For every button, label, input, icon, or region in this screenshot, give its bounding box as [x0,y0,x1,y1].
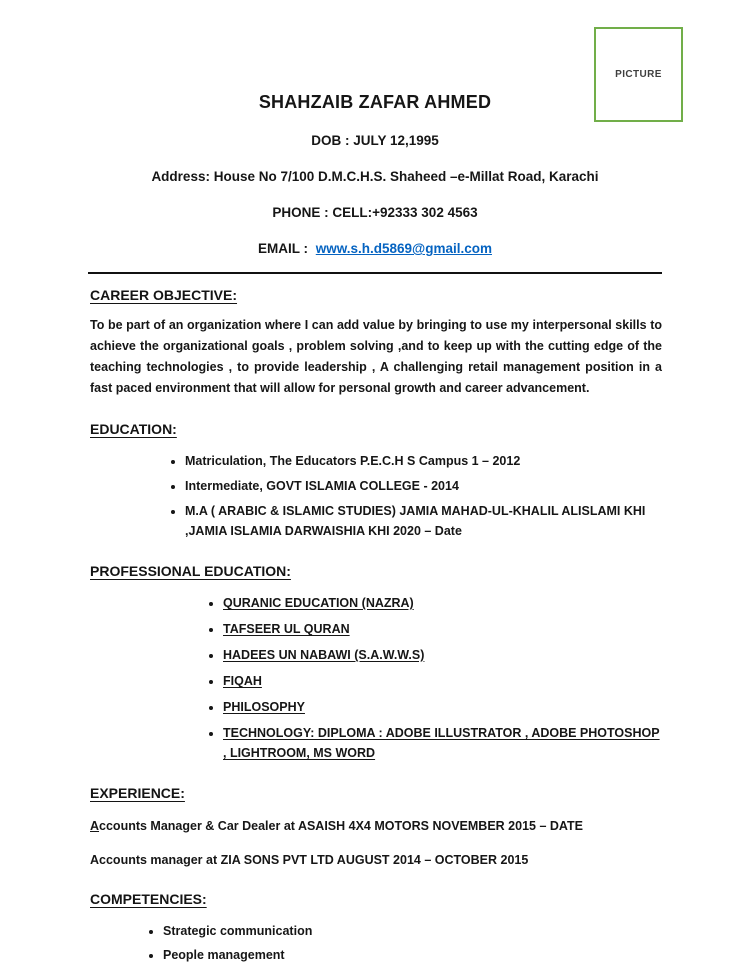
dob-line: DOB : JULY 12,1995 [311,133,439,148]
career-objective-heading: CAREER OBJECTIVE: [90,287,238,303]
section-education [90,421,662,541]
picture-label: PICTURE [615,69,662,80]
email-link[interactable]: www.s.h.d5869@gmail.com [315,241,492,256]
section-professional-education [90,563,662,763]
competencies-list [90,921,662,965]
professional-education-list [90,593,662,763]
section-experience [90,785,662,869]
professional-education-item: • PHILOSOPHY [223,697,662,717]
professional-education-item: • HADEES UN NABAWI (S.A.W.W.S) [223,645,662,665]
section-career-objective [90,287,662,399]
professional-education-item: • TECHNOLOGY: DIPLOMA : ADOBE ILLUSTRATOR , ADOBE PHOTOSHOP , LIGHTROOM, MS WORD [223,723,662,763]
competency-item: • People management [163,945,662,965]
education-item: • Matriculation, The Educators P.E.C.H S Campus 1 – 2012 [185,451,662,471]
address-line: Address: House No 7/100 D.M.C.H.S. Shaheed –e-Millat Road, Karachi [151,169,599,184]
career-objective-text: To be part of an organization where I can add value by bringing to use my interpersonal skills to achieve the organizational goals , problem solving ,and to keep up with the cutting edge of the teaching technologies , to provide leadership , A challenging retail management position in a fast paced environment that will allow for personal growth and career advancement. [90,318,662,395]
experience-heading: EXPERIENCE: [90,785,185,801]
education-heading: EDUCATION: [90,421,177,437]
education-list [90,451,662,541]
professional-education-heading: PROFESSIONAL EDUCATION: [90,563,291,579]
resume-body [0,274,750,965]
experience-item: Accounts Manager & Car Dealer at ASAISH 4X4 MOTORS NOVEMBER 2015 – DATE [90,819,583,833]
email-label: EMAIL : [258,241,308,256]
professional-education-item: • TAFSEER UL QURAN [223,619,662,639]
phone-line: PHONE : CELL:+92333 302 4563 [272,205,478,220]
education-item: • M.A ( ARABIC & ISLAMIC STUDIES) JAMIA MAHAD-UL-KHALIL ALISLAMI KHI ,JAMIA ISLAMIA DARWAISHIA KHI 2020 – Date [185,501,662,541]
education-item: • Intermediate, GOVT ISLAMIA COLLEGE - 2014 [185,476,662,496]
email-line [0,241,750,257]
professional-education-item: • QURANIC EDUCATION (NAZRA) [223,593,662,613]
professional-education-item: • FIQAH [223,671,662,691]
experience-item: Accounts manager at ZIA SONS PVT LTD AUGUST 2014 – OCTOBER 2015 [90,853,529,867]
competency-item: • Strategic communication [163,921,662,941]
section-competencies [90,891,662,965]
competencies-heading: COMPETENCIES: [90,891,207,907]
picture-placeholder [594,27,683,122]
candidate-name: SHAHZAIB ZAFAR AHMED [258,92,492,112]
